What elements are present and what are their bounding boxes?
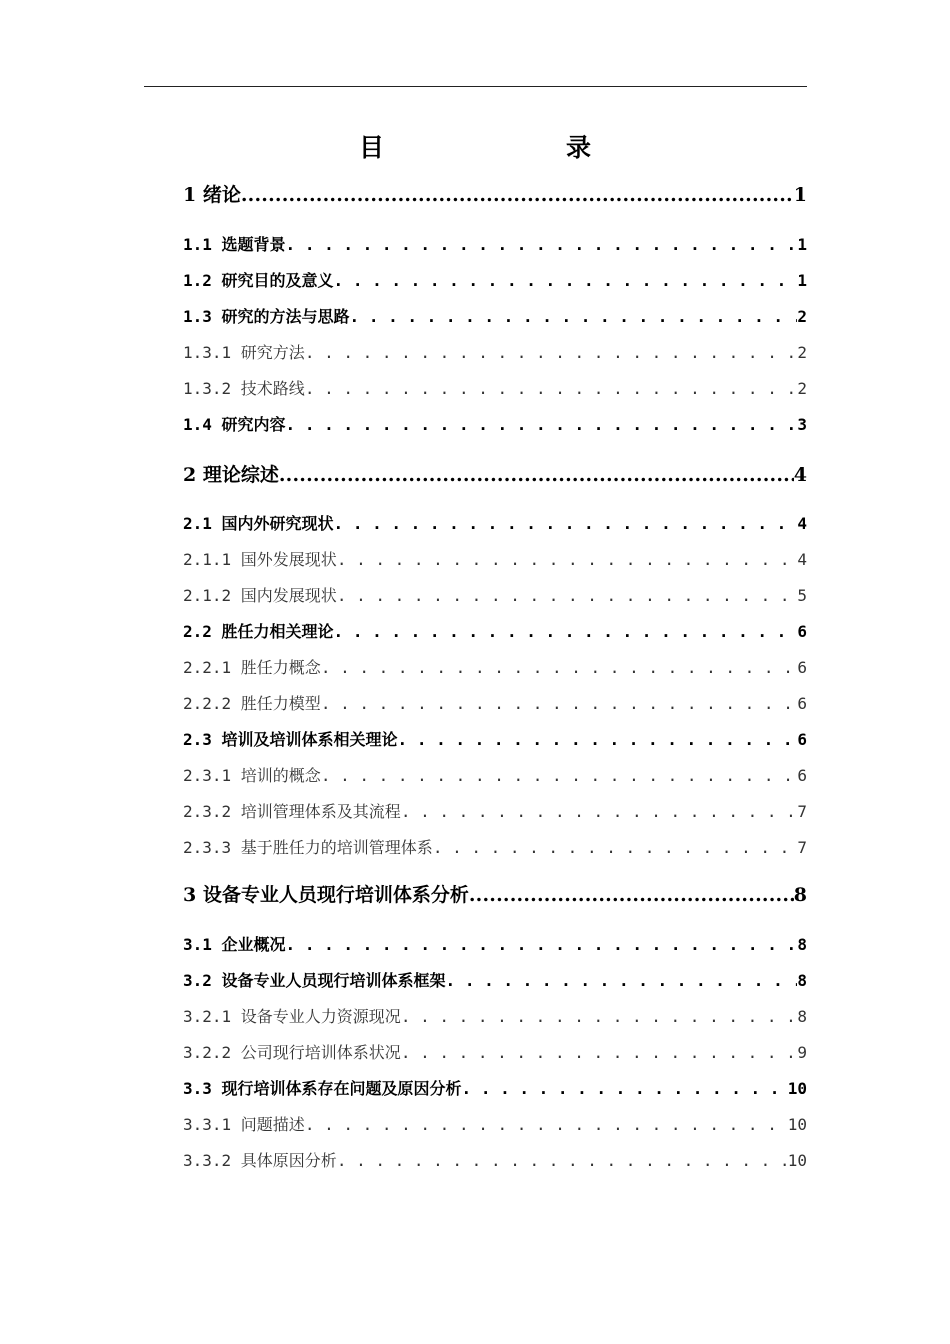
toc-entry-page-number: 4 bbox=[793, 464, 807, 486]
header-rule bbox=[144, 86, 807, 87]
toc-entry-page-number: 1 bbox=[797, 235, 807, 254]
toc-entry-title: 1.2 研究目的及意义 bbox=[183, 271, 334, 290]
toc-entry-page-number: 10 bbox=[787, 1079, 807, 1098]
dot-leader bbox=[241, 184, 794, 206]
dot-leader bbox=[305, 379, 798, 398]
toc-entry-title: 2.1.2 国内发展现状 bbox=[183, 586, 337, 605]
dot-leader bbox=[337, 1151, 788, 1170]
dot-leader bbox=[469, 884, 794, 906]
toc-entry-page-number: 7 bbox=[797, 838, 807, 857]
toc-entry[interactable] bbox=[183, 304, 807, 327]
toc-entry[interactable] bbox=[183, 268, 807, 291]
dot-leader bbox=[286, 415, 798, 434]
dot-leader bbox=[305, 1115, 788, 1134]
toc-entry[interactable] bbox=[183, 1148, 807, 1171]
toc-entry-title: 3.1 企业概况 bbox=[183, 935, 286, 954]
dot-leader bbox=[321, 694, 798, 713]
dot-leader bbox=[321, 766, 798, 785]
toc-entry[interactable] bbox=[183, 835, 807, 858]
toc-entry-title: 1.3.1 研究方法 bbox=[183, 343, 305, 362]
toc-entry-title: 1.3 研究的方法与思路 bbox=[183, 307, 350, 326]
toc-entry-title: 3.2.2 公司现行培训体系状况 bbox=[183, 1043, 401, 1062]
toc-entry[interactable] bbox=[183, 1076, 807, 1099]
toc-entry-title: 3 设备专业人员现行培训体系分析 bbox=[183, 884, 469, 906]
toc-entry-page-number: 8 bbox=[797, 971, 807, 990]
toc-entry-page-number: 6 bbox=[797, 622, 807, 641]
toc-entry-page-number: 2 bbox=[797, 379, 807, 398]
dot-leader bbox=[446, 971, 798, 990]
dot-leader bbox=[401, 1043, 798, 1062]
toc-entry-page-number: 1 bbox=[797, 271, 807, 290]
toc-entry[interactable] bbox=[183, 691, 807, 714]
toc-entry-title: 2 理论综述 bbox=[183, 464, 279, 486]
toc-entry[interactable] bbox=[183, 460, 807, 487]
toc-entry-title: 3.2 设备专业人员现行培训体系框架 bbox=[183, 971, 446, 990]
dot-leader bbox=[286, 935, 798, 954]
toc-entry[interactable] bbox=[183, 511, 807, 534]
toc-entry-title: 2.3.2 培训管理体系及其流程 bbox=[183, 802, 401, 821]
toc-entry[interactable] bbox=[183, 376, 807, 399]
toc-entry-title: 1.3.2 技术路线 bbox=[183, 379, 305, 398]
toc-entry-page-number: 3 bbox=[797, 415, 807, 434]
toc-entry-title: 2.1 国内外研究现状 bbox=[183, 514, 334, 533]
dot-leader bbox=[401, 802, 798, 821]
toc-entry[interactable] bbox=[183, 547, 807, 570]
toc-entry[interactable] bbox=[183, 1112, 807, 1135]
toc-entry[interactable] bbox=[183, 880, 807, 907]
toc-entry[interactable] bbox=[183, 763, 807, 786]
toc-entry[interactable] bbox=[183, 180, 807, 207]
dot-leader bbox=[433, 838, 798, 857]
toc-entry-title: 3.3.2 具体原因分析 bbox=[183, 1151, 337, 1170]
toc-entry-page-number: 4 bbox=[797, 550, 807, 569]
toc-entry[interactable] bbox=[183, 727, 807, 750]
toc-entry[interactable] bbox=[183, 232, 807, 255]
toc-entry-page-number: 6 bbox=[797, 766, 807, 785]
dot-leader bbox=[350, 307, 798, 326]
toc-entry-page-number: 2 bbox=[797, 343, 807, 362]
toc-entry-title: 1.4 研究内容 bbox=[183, 415, 286, 434]
toc-entry[interactable] bbox=[183, 619, 807, 642]
toc-entry-page-number: 8 bbox=[793, 884, 807, 906]
toc-title: 目 录 bbox=[358, 133, 635, 162]
toc-entry[interactable] bbox=[183, 340, 807, 363]
dot-leader bbox=[401, 1007, 798, 1026]
toc-entry-page-number: 4 bbox=[797, 514, 807, 533]
toc-entry-title: 2.3 培训及培训体系相关理论 bbox=[183, 730, 398, 749]
toc-entry-page-number: 9 bbox=[797, 1043, 807, 1062]
toc-entry-title: 2.2.2 胜任力模型 bbox=[183, 694, 321, 713]
toc-entry-page-number: 5 bbox=[797, 586, 807, 605]
dot-leader bbox=[334, 622, 798, 641]
toc-entry-title: 2.2.1 胜任力概念 bbox=[183, 658, 321, 677]
toc-entry-title: 2.3.1 培训的概念 bbox=[183, 766, 321, 785]
toc-entry-page-number: 7 bbox=[797, 802, 807, 821]
toc-entry[interactable] bbox=[183, 968, 807, 991]
dot-leader bbox=[305, 343, 798, 362]
toc-entry-page-number: 2 bbox=[797, 307, 807, 326]
toc-entry[interactable] bbox=[183, 412, 807, 435]
toc-entry-page-number: 1 bbox=[793, 184, 807, 206]
dot-leader bbox=[337, 550, 798, 569]
dot-leader bbox=[279, 464, 794, 486]
toc-entry-page-number: 6 bbox=[797, 694, 807, 713]
dot-leader bbox=[286, 235, 798, 254]
toc-entry-title: 1.1 选题背景 bbox=[183, 235, 286, 254]
toc-entry[interactable] bbox=[183, 1040, 807, 1063]
toc-entry-title: 3.3 现行培训体系存在问题及原因分析 bbox=[183, 1079, 462, 1098]
toc-entry-page-number: 8 bbox=[797, 935, 807, 954]
toc-entry-title: 3.3.1 问题描述 bbox=[183, 1115, 305, 1134]
toc-entry-page-number: 6 bbox=[797, 658, 807, 677]
toc-entry[interactable] bbox=[183, 583, 807, 606]
toc-entry[interactable] bbox=[183, 932, 807, 955]
dot-leader bbox=[334, 271, 798, 290]
toc-entry-page-number: 10 bbox=[787, 1151, 807, 1170]
toc-entry-title: 1 绪论 bbox=[183, 184, 241, 206]
dot-leader bbox=[334, 514, 798, 533]
toc-entry-page-number: 6 bbox=[797, 730, 807, 749]
toc-entry-title: 2.3.3 基于胜任力的培训管理体系 bbox=[183, 838, 433, 857]
toc-entry-title: 3.2.1 设备专业人力资源现况 bbox=[183, 1007, 401, 1026]
toc-entry[interactable] bbox=[183, 799, 807, 822]
dot-leader bbox=[321, 658, 798, 677]
toc-entry-page-number: 8 bbox=[797, 1007, 807, 1026]
dot-leader bbox=[398, 730, 798, 749]
toc-entry-title: 2.1.1 国外发展现状 bbox=[183, 550, 337, 569]
dot-leader bbox=[337, 586, 798, 605]
toc-entry-title: 2.2 胜任力相关理论 bbox=[183, 622, 334, 641]
toc-entry[interactable] bbox=[183, 1004, 807, 1027]
toc-entry-page-number: 10 bbox=[787, 1115, 807, 1134]
toc-entry[interactable] bbox=[183, 655, 807, 678]
dot-leader bbox=[462, 1079, 788, 1098]
